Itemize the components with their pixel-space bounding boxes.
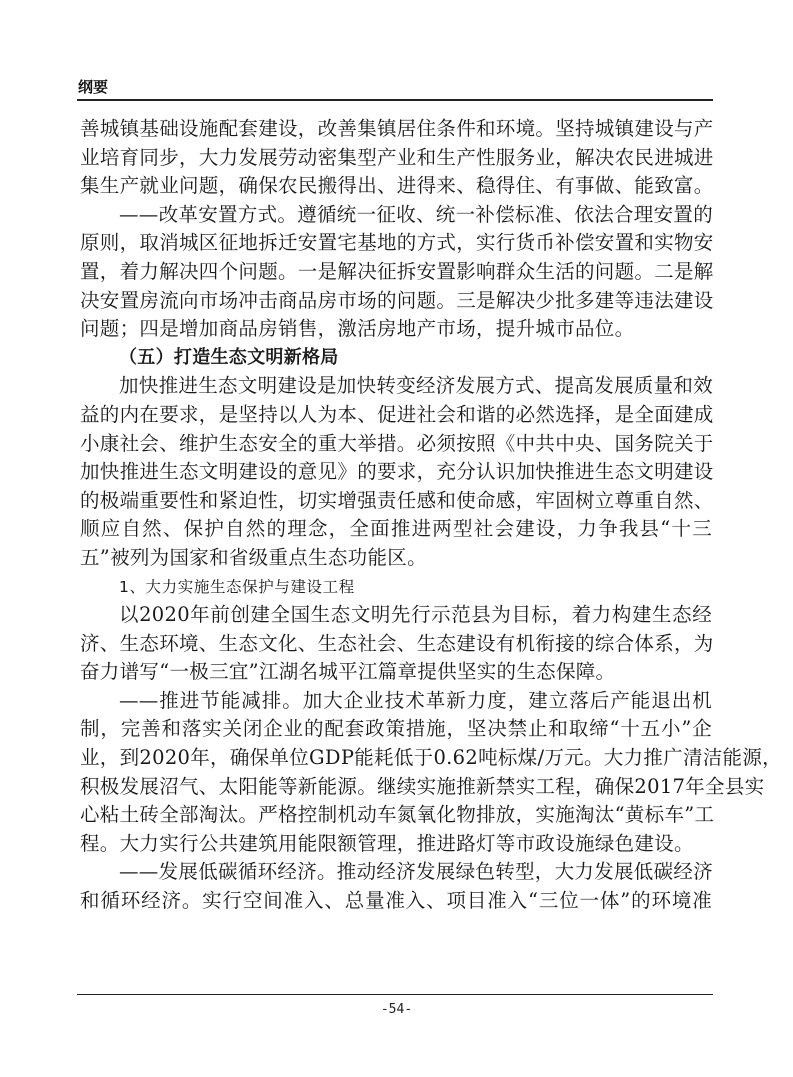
- paragraph-line: 和循环经济。实行空间准入、总量准入、项目准入“三位一体”的环境准: [80, 889, 712, 913]
- footer-divider: [77, 994, 713, 995]
- paragraph-line: 的极端重要性和紧迫性，切实增强责任感和使命感，牢固树立尊重自然、: [80, 488, 714, 512]
- paragraph-line: ——发展低碳循环经济。推动经济发展绿色转型，大力发展低碳经济: [119, 860, 714, 884]
- paragraph-line: 五”被列为国家和省级重点生态功能区。: [80, 545, 427, 569]
- paragraph-line: 加快推进生态文明建设是加快转变经济发展方式、提高发展质量和效: [119, 374, 714, 398]
- page-header-title: 纲要: [78, 78, 109, 96]
- paragraph-line: 善城镇基础设施配套建设，改善集镇居住条件和环境。坚持城镇建设与产: [80, 117, 714, 140]
- paragraph-line: ——改革安置方式。遵循统一征收、统一补偿标准、依法合理安置的: [119, 202, 714, 226]
- paragraph-line: 顺应自然、保护自然的理念，全面推进两型社会建设，力争我县“十三: [80, 517, 712, 541]
- paragraph-line: 奋力谱写“一极三宜”江湖名城平江篇章提供坚实的生态保障。: [80, 660, 616, 684]
- paragraph-line: 原则，取消城区征地拆迁安置宅基地的方式，实行货币补偿安置和实物安: [80, 231, 714, 255]
- subsection-heading: 1、大力实施生态保护与建设工程: [119, 577, 355, 596]
- paragraph-line: 问题；四是增加商品房销售，激活房地产市场，提升城市品位。: [80, 317, 635, 341]
- section-heading: （五）打造生态文明新格局: [119, 346, 339, 368]
- paragraph-line: 济、生态环境、生态文化、生态社会、生态建设有机衔接的综合体系，为: [80, 631, 714, 655]
- paragraph-line: 小康社会、维护生态安全的重大举措。必须按照《中共中央、国务院关于: [80, 431, 714, 455]
- page-number: -54-: [380, 1002, 413, 1017]
- paragraph-line: 心粘土砖全部淘汰。严格控制机动车氮氧化物排放，实施淘汰“黄标车”工: [80, 803, 715, 827]
- paragraph-line: 业，到2020年，确保单位GDP能耗低于0.62吨标煤/万元。大力推广清洁能源，: [80, 746, 782, 770]
- header-divider: [77, 99, 713, 101]
- paragraph-line: 加快推进生态文明建设的意见》的要求，充分认识加快推进生态文明建设: [80, 460, 714, 484]
- paragraph-line: 业培育同步，大力发展劳动密集型产业和生产性服务业，解决农民进城进: [80, 145, 714, 169]
- body-text: [80, 115, 782, 916]
- paragraph-line: 置，着力解决四个问题。一是解决征拆安置影响群众生活的问题。二是解: [80, 259, 714, 283]
- paragraph-line: ——推进节能减排。加大企业技术革新力度，建立落后产能退出机: [119, 688, 712, 712]
- paragraph-line: 决安置房流向市场冲击商品房市场的问题。三是解决少批多建等违法建设: [80, 288, 714, 312]
- paragraph-line: 程。大力实行公共建筑用能限额管理，推进路灯等市政设施绿色建设。: [80, 831, 694, 855]
- paragraph-line: 集生产就业问题，确保农民搬得出、进得来、稳得住、有事做、能致富。: [80, 174, 714, 198]
- paragraph-line: 以2020年前创建全国生态文明先行示范县为目标，着力构建生态经: [119, 603, 712, 627]
- paragraph-line: 制，完善和落实关闭企业的配套政策措施，坚决禁止和取缔“十五小”企: [80, 717, 712, 741]
- paragraph-line: 益的内在要求，是坚持以人为本、促进社会和谐的必然选择，是全面建成: [80, 402, 714, 426]
- paragraph-line: 积极发展沼气、太阳能等新能源。继续实施推新禁实工程，确保2017年全县实: [80, 774, 765, 798]
